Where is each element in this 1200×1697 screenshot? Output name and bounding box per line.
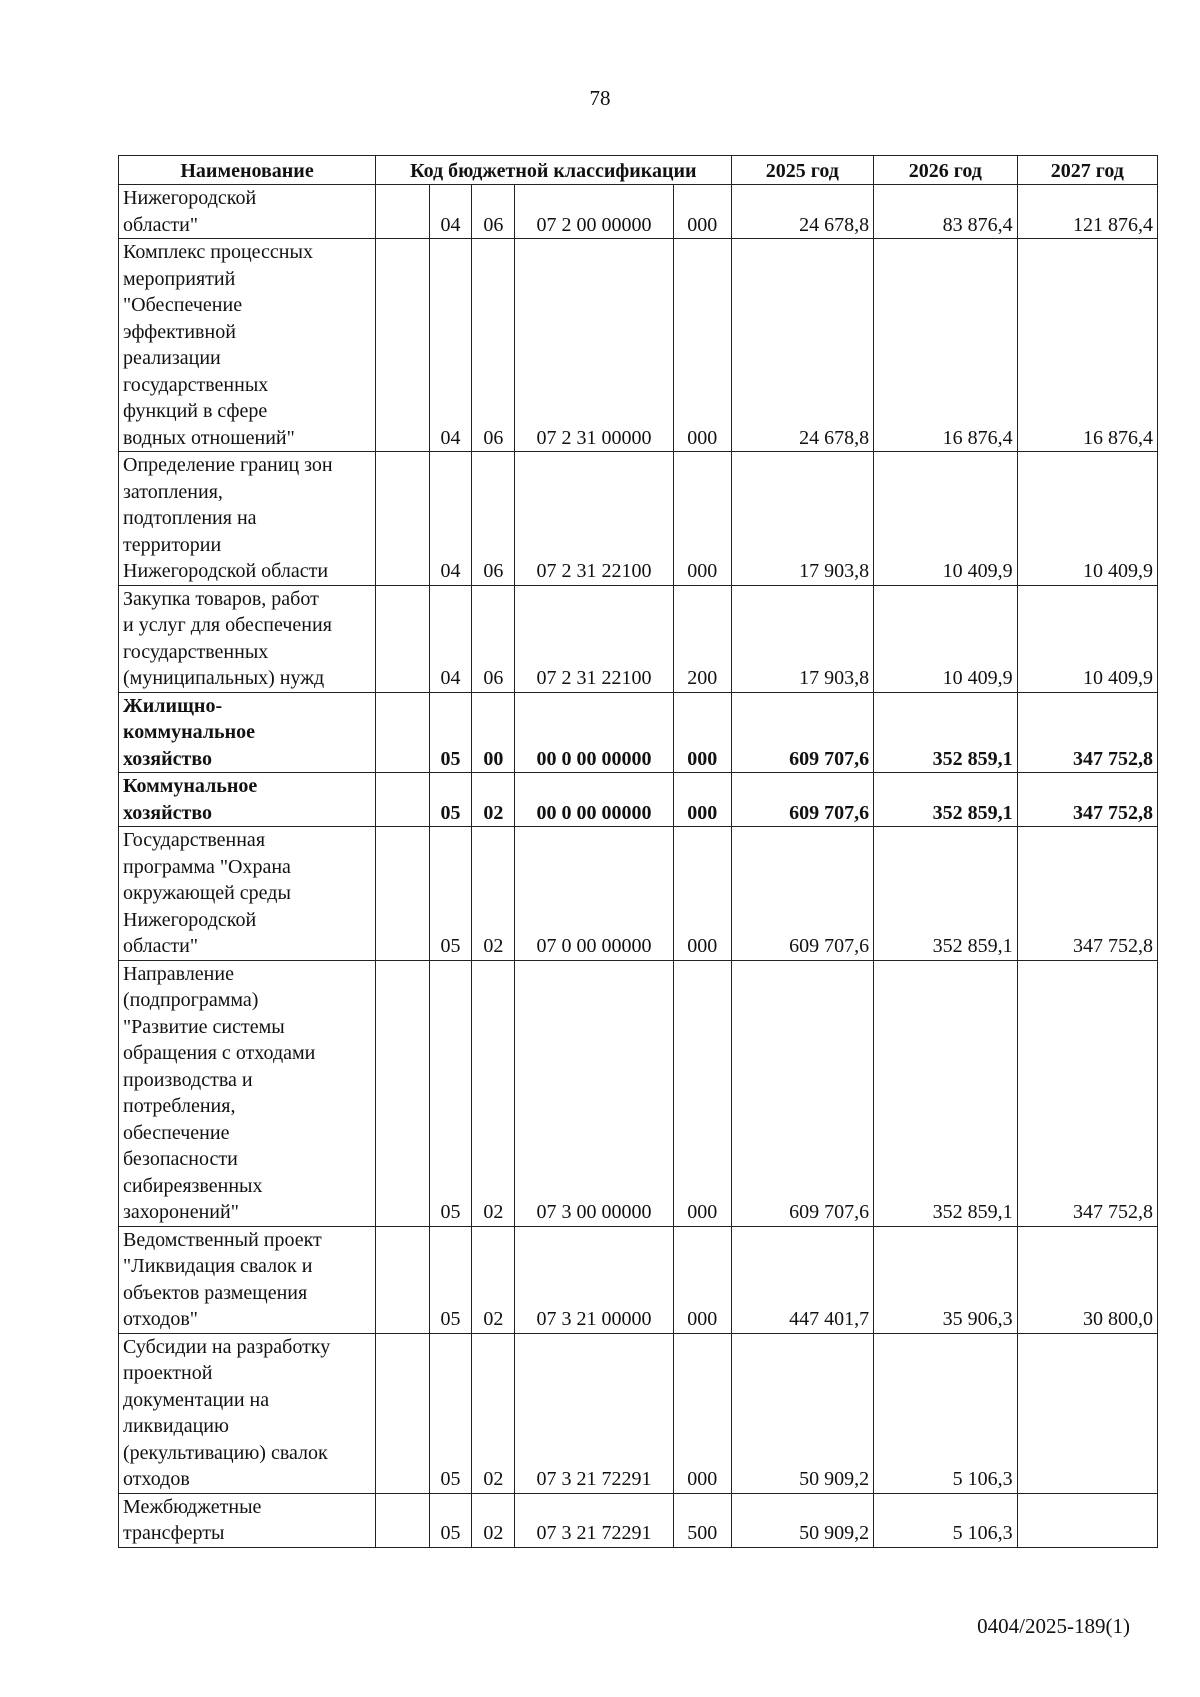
amount-2027: 121 876,4 <box>1017 185 1157 239</box>
row-empty-cell <box>376 452 430 586</box>
row-name <box>119 185 376 239</box>
row-name-line: захоронений" <box>123 1201 239 1223</box>
amount-2026: 10 409,9 <box>874 452 1018 586</box>
expense-type-code: 000 <box>673 1333 731 1493</box>
row-name-line: отходов <box>123 1468 190 1490</box>
row-name-line: "Обеспечение <box>123 294 243 316</box>
row-name-line: подтопления на <box>123 507 257 529</box>
subsection-code: 02 <box>472 773 515 827</box>
row-name-line: государственных <box>123 373 269 396</box>
subsection-code: 00 <box>472 692 515 773</box>
row-name-line: обращения с отходами <box>123 1042 316 1064</box>
row-empty-cell <box>376 692 430 773</box>
table-row <box>119 1493 1158 1547</box>
row-name-line: проектной <box>123 1362 213 1384</box>
row-empty-cell <box>376 585 430 692</box>
amount-2026: 352 859,1 <box>874 773 1018 827</box>
row-name-line: Субсидии на разработку <box>123 1335 331 1358</box>
row-name-line: (подпрограмма) <box>123 989 259 1011</box>
amount-2027 <box>1017 1333 1157 1493</box>
row-name <box>119 692 376 773</box>
page-number: 78 <box>589 86 611 110</box>
section-code: 05 <box>429 1333 472 1493</box>
row-empty-cell <box>376 1493 430 1547</box>
target-article-code: 07 2 31 22100 <box>515 585 674 692</box>
row-name-line: хозяйство <box>123 747 212 770</box>
expense-type-code: 000 <box>673 185 731 239</box>
amount-2026: 35 906,3 <box>874 1226 1018 1333</box>
row-empty-cell <box>376 239 430 452</box>
header-2026: 2026 год <box>874 156 1018 185</box>
row-name-line: Нижегородской <box>123 187 257 209</box>
budget-table <box>118 155 1158 1548</box>
row-name-line: Комплекс процессных <box>123 241 313 263</box>
row-name-line: потребления, <box>123 1095 236 1117</box>
expense-type-code: 000 <box>673 239 731 452</box>
section-code: 04 <box>429 585 472 692</box>
amount-2027: 16 876,4 <box>1017 239 1157 452</box>
row-name-line: обеспечение <box>123 1121 230 1144</box>
target-article-code: 07 2 00 00000 <box>515 185 674 239</box>
table-row <box>119 239 1158 452</box>
table-row <box>119 960 1158 1226</box>
row-name-line: отходов" <box>123 1308 198 1330</box>
target-article-code: 07 3 21 72291 <box>515 1333 674 1493</box>
row-name-line: Ведомственный проект <box>123 1228 322 1251</box>
subsection-code: 06 <box>472 239 515 452</box>
row-name <box>119 1493 376 1547</box>
row-name <box>119 1333 376 1493</box>
row-name-line: функций в сфере <box>123 400 268 422</box>
row-name-line: мероприятий <box>123 267 236 290</box>
row-name <box>119 773 376 827</box>
row-name-line: "Ликвидация свалок и <box>123 1255 313 1277</box>
section-code: 04 <box>429 239 472 452</box>
row-empty-cell <box>376 1226 430 1333</box>
row-name-line: "Развитие системы <box>123 1015 285 1038</box>
section-code: 05 <box>429 1226 472 1333</box>
row-name-line: Межбюджетные <box>123 1495 262 1518</box>
target-article-code: 07 2 31 00000 <box>515 239 674 452</box>
amount-2027: 347 752,8 <box>1017 692 1157 773</box>
target-article-code: 07 3 21 00000 <box>515 1226 674 1333</box>
table-row <box>119 827 1158 961</box>
target-article-code: 00 0 00 00000 <box>515 692 674 773</box>
row-name-line: трансферты <box>123 1522 225 1544</box>
row-name <box>119 960 376 1226</box>
amount-2027 <box>1017 1493 1157 1547</box>
row-empty-cell <box>376 827 430 961</box>
expense-type-code: 000 <box>673 960 731 1226</box>
header-2025: 2025 год <box>731 156 873 185</box>
amount-2025: 609 707,6 <box>731 692 873 773</box>
row-name-line: затопления, <box>123 480 223 503</box>
amount-2026: 352 859,1 <box>874 827 1018 961</box>
row-name-line: производства и <box>123 1068 253 1091</box>
amount-2025: 24 678,8 <box>731 239 873 452</box>
amount-2026: 5 106,3 <box>874 1493 1018 1547</box>
amount-2026: 352 859,1 <box>874 960 1018 1226</box>
expense-type-code: 000 <box>673 452 731 586</box>
section-code: 04 <box>429 452 472 586</box>
amount-2027: 347 752,8 <box>1017 827 1157 961</box>
row-name-line: (рекультивацию) свалок <box>123 1441 328 1464</box>
document-code: 0404/2025-189(1) <box>977 1614 1130 1638</box>
table-row <box>119 1226 1158 1333</box>
row-name-line: водных отношений" <box>123 426 295 449</box>
amount-2025: 609 707,6 <box>731 827 873 961</box>
row-name-line: области" <box>123 935 199 957</box>
amount-2026: 10 409,9 <box>874 585 1018 692</box>
row-name-line: Государственная <box>123 829 266 851</box>
row-name-line: государственных <box>123 640 269 663</box>
subsection-code: 02 <box>472 960 515 1226</box>
row-name-line: документации на <box>123 1388 270 1411</box>
header-code: Код бюджетной классификации <box>376 156 732 185</box>
expense-type-code: 500 <box>673 1493 731 1547</box>
section-code: 05 <box>429 827 472 961</box>
section-code: 04 <box>429 185 472 239</box>
table-header-row <box>119 156 1158 185</box>
amount-2025: 447 401,7 <box>731 1226 873 1333</box>
row-name-line: ликвидацию <box>123 1415 229 1437</box>
table-row <box>119 773 1158 827</box>
section-code: 05 <box>429 773 472 827</box>
table-row <box>119 185 1158 239</box>
row-name-line: хозяйство <box>123 801 212 824</box>
amount-2027: 347 752,8 <box>1017 960 1157 1226</box>
amount-2027: 10 409,9 <box>1017 585 1157 692</box>
row-name-line: сибиреязвенных <box>123 1174 263 1197</box>
row-name-line: и услуг для обеспечения <box>123 614 332 636</box>
amount-2026: 83 876,4 <box>874 185 1018 239</box>
row-name <box>119 239 376 452</box>
amount-2025: 609 707,6 <box>731 773 873 827</box>
expense-type-code: 200 <box>673 585 731 692</box>
subsection-code: 02 <box>472 1226 515 1333</box>
amount-2026: 352 859,1 <box>874 692 1018 773</box>
amount-2027: 347 752,8 <box>1017 773 1157 827</box>
amount-2025: 17 903,8 <box>731 585 873 692</box>
row-name <box>119 452 376 586</box>
amount-2025: 24 678,8 <box>731 185 873 239</box>
table-row <box>119 452 1158 586</box>
header-name: Наименование <box>119 156 376 185</box>
subsection-code: 06 <box>472 452 515 586</box>
row-name-line: безопасности <box>123 1148 238 1170</box>
target-article-code: 07 0 00 00000 <box>515 827 674 961</box>
table-row <box>119 585 1158 692</box>
amount-2025: 609 707,6 <box>731 960 873 1226</box>
section-code: 05 <box>429 692 472 773</box>
row-name-line: коммунальное <box>123 721 256 743</box>
subsection-code: 06 <box>472 585 515 692</box>
row-empty-cell <box>376 960 430 1226</box>
row-name <box>119 585 376 692</box>
row-name-line: Определение границ зон <box>123 454 333 476</box>
row-name-line: (муниципальных) нужд <box>123 667 325 689</box>
table-row <box>119 1333 1158 1493</box>
header-2027: 2027 год <box>1017 156 1157 185</box>
expense-type-code: 000 <box>673 773 731 827</box>
amount-2027: 30 800,0 <box>1017 1226 1157 1333</box>
expense-type-code: 000 <box>673 692 731 773</box>
row-name-line: территории <box>123 533 222 556</box>
row-name-line: окружающей среды <box>123 882 291 904</box>
row-name-line: объектов размещения <box>123 1281 308 1304</box>
section-code: 05 <box>429 960 472 1226</box>
target-article-code: 00 0 00 00000 <box>515 773 674 827</box>
row-name-line: Нижегородской <box>123 908 257 931</box>
amount-2025: 50 909,2 <box>731 1333 873 1493</box>
expense-type-code: 000 <box>673 1226 731 1333</box>
target-article-code: 07 2 31 22100 <box>515 452 674 586</box>
row-name-line: Жилищно- <box>123 694 223 717</box>
table-row <box>119 692 1158 773</box>
row-name-line: Направление <box>123 962 234 985</box>
amount-2027: 10 409,9 <box>1017 452 1157 586</box>
subsection-code: 06 <box>472 185 515 239</box>
amount-2026: 5 106,3 <box>874 1333 1018 1493</box>
amount-2025: 17 903,8 <box>731 452 873 586</box>
expense-type-code: 000 <box>673 827 731 961</box>
amount-2026: 16 876,4 <box>874 239 1018 452</box>
target-article-code: 07 3 21 72291 <box>515 1493 674 1547</box>
subsection-code: 02 <box>472 1493 515 1547</box>
row-name <box>119 827 376 961</box>
row-empty-cell <box>376 185 430 239</box>
row-name-line: реализации <box>123 347 221 369</box>
row-name-line: программа "Охрана <box>123 855 291 878</box>
row-name-line: области" <box>123 213 199 236</box>
row-name-line: Коммунальное <box>123 775 258 797</box>
amount-2025: 50 909,2 <box>731 1493 873 1547</box>
target-article-code: 07 3 00 00000 <box>515 960 674 1226</box>
row-name-line: эффективной <box>123 320 236 343</box>
subsection-code: 02 <box>472 1333 515 1493</box>
row-empty-cell <box>376 1333 430 1493</box>
subsection-code: 02 <box>472 827 515 961</box>
row-name-line: Нижегородской области <box>123 560 329 582</box>
row-name <box>119 1226 376 1333</box>
row-name-line: Закупка товаров, работ <box>123 587 319 610</box>
table-body <box>119 185 1158 1548</box>
row-empty-cell <box>376 773 430 827</box>
section-code: 05 <box>429 1493 472 1547</box>
